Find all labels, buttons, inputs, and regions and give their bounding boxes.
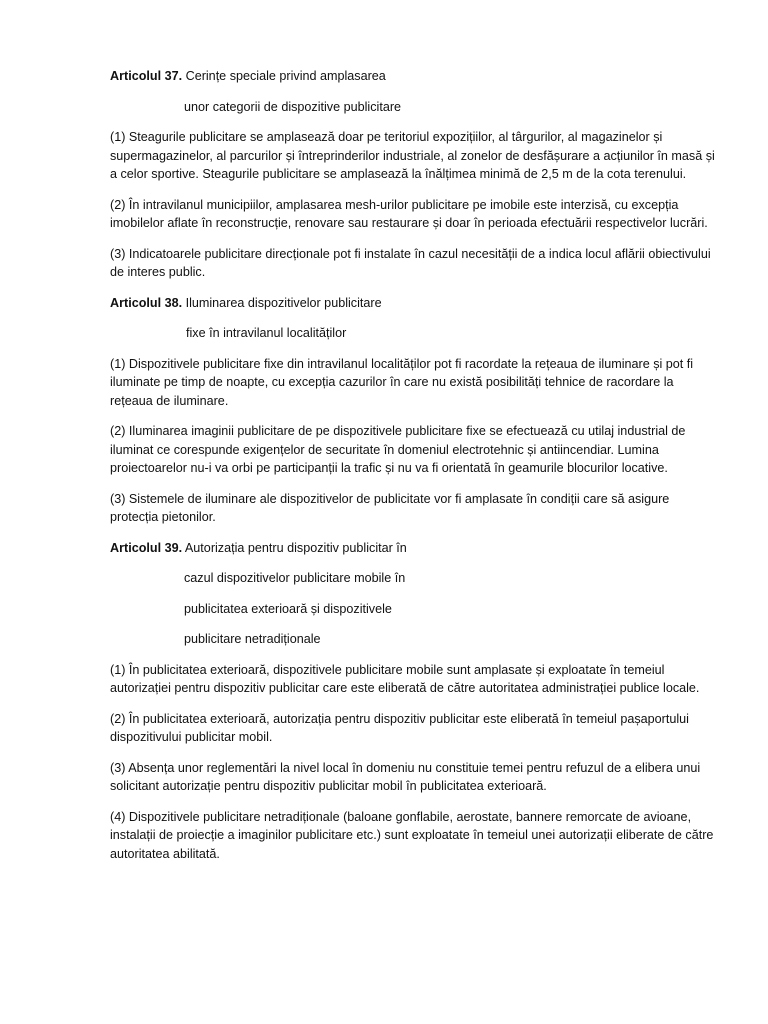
paragraph: (1) În publicitatea exterioară, dispozitivele publicitare mobile sunt amplasate și exploatate în temeiul autorizației pentru dispozitiv publicitar care este eliberată de către autoritatea administrației publice locale. (110, 662, 700, 695)
article-title-continuation: publicitare netradiționale (184, 632, 321, 646)
paragraph: (4) Dispozitivele publicitare netradiționale (baloane gonflabile, aerostate, bannere remorcate de avioane, instalații de proiecție a imaginilor publicitare etc.) sunt exploatate în temeiul unei autorizații eliberate de către autoritatea abilitată. (110, 809, 714, 861)
article-title-continuation: publicitatea exterioară și dispozitivele (184, 601, 392, 616)
article-title-continuation: fixe în intravilanul localităților (186, 326, 347, 340)
article-title-continuation: unor categorii de dispozitive publicitare (184, 99, 402, 114)
document-page (110, 67, 715, 875)
article-39 (110, 539, 715, 864)
article-title: Iluminarea dispozitivelor publicitare (185, 295, 382, 310)
article-37 (110, 67, 715, 282)
paragraph: (1) Steagurile publicitare se amplasează doar pe teritoriul expozițiilor, al târgurilor, al magazinelor și supermagazinelor, al parcurilor și întreprinderilor industriale, al zonelor de desfășurare a acțiunilor în masă și a celor sportive. Steagurile publicitare se amplasează la înălțimea minimă de 2,5 m de la cota terenului. (110, 130, 715, 181)
article-heading (110, 294, 715, 313)
article-number: Articolul 38. (110, 295, 183, 310)
article-title-continuation: cazul dispozitivelor publicitare mobile în (184, 571, 406, 585)
article-heading (110, 539, 715, 558)
paragraph: (3) Sistemele de iluminare ale dispozitivelor de publicitate vor fi amplasate în condiții care să asigure protecția pietonilor. (110, 491, 670, 524)
paragraph: (3) Absența unor reglementări la nivel local în domeniu nu constituie temei pentru refuzul de a elibera unui solicitant autorizație pentru dispozitiv publicitar mobil în publicitatea exterioară. (110, 760, 701, 793)
paragraph: (2) În intravilanul municipiilor, amplasarea mesh-urilor publicitare pe imobile este interzisă, cu excepția imobilelor aflate în reconstrucție, renovare sau restaurare și doar în perioada efectuării respectivelor lucrări. (110, 197, 708, 230)
article-title: Cerințe speciale privind amplasarea (185, 69, 386, 83)
paragraph: (1) Dispozitivele publicitare fixe din intravilanul localităților pot fi racordate la rețeaua de iluminare și pot fi iluminate pe timp de noapte, cu excepția cazurilor în care nu există posibilități tehnice de racordare la rețeaua de iluminare. (110, 356, 694, 408)
paragraph: (3) Indicatoarele publicitare direcționale pot fi instalate în cazul necesității de a indica locul aflării obiectivului de interes public. (110, 246, 711, 279)
paragraph: (2) Iluminarea imaginii publicitare de pe dispozitivele publicitare fixe se efectuează cu utilaj industrial de iluminat ce corespunde exigențelor de securitate în domeniul electrotehnic și antiincendiar. Lumina proiectoarelor nu-i va orbi pe participanții la trafic și nu va fi orientată în geamurile blocurilor locative. (110, 424, 686, 475)
article-38 (110, 294, 715, 527)
paragraph: (2) În publicitatea exterioară, autorizația pentru dispozitiv publicitar este eliberată în temeiul pașaportului dispozitivului publicitar mobil. (110, 711, 689, 744)
article-number: Articolul 39. (110, 540, 183, 555)
article-title: Autorizația pentru dispozitiv publicitar în (184, 540, 407, 555)
article-heading (110, 67, 715, 86)
article-number: Articolul 37. (110, 69, 183, 83)
